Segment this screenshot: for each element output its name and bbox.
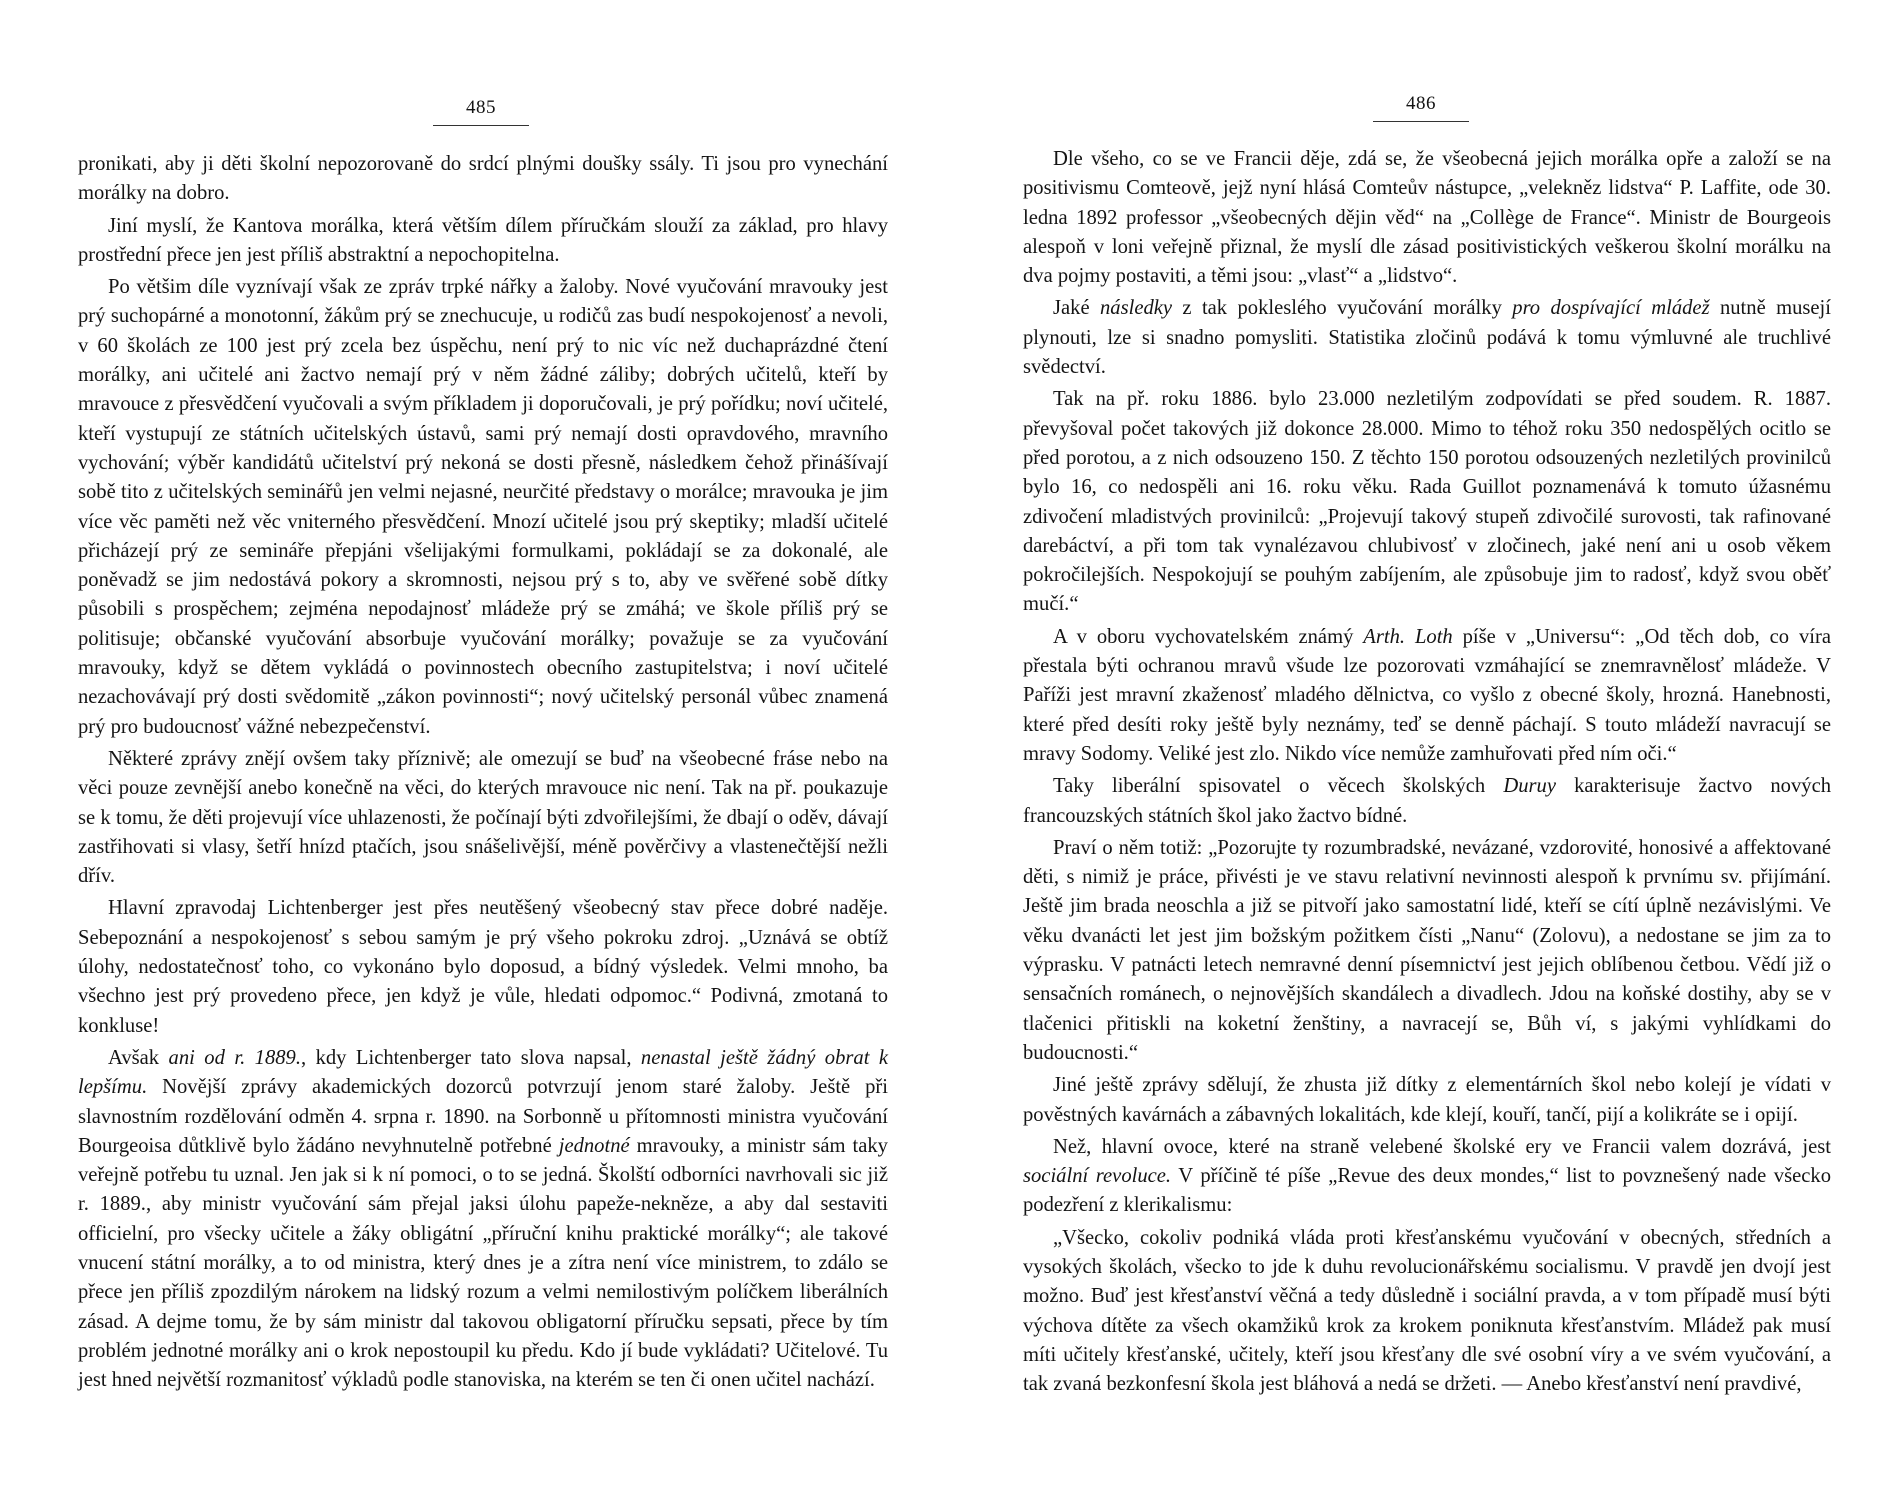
text-run: Než, hlavní ovoce, které na straně velebené školské ery ve Francii valem dozrává, jest — [1053, 1135, 1831, 1158]
text-run: Jiné ještě zprávy sdělují, že zhusta již dítky z elementárních škol nebo kolejí je vídati v pověstných kavárnách a zábavných lokalitách, kde klejí, kouří, tančí, pijí a kolikráte se i opijí. — [1023, 1074, 1831, 1126]
paragraph — [1023, 772, 1831, 831]
page-body — [1023, 145, 1831, 1402]
text-run: Praví o něm totiž: „Pozorujte ty rozumbradské, nevázané, vzdorovité, honosivé a affektované děti, s nimiž je práce, přivésti je ve stavu relativní nevinnosti alespoň k prvnímu sv. přijímání. Ještě jim brada neoschla a již se pitvoří jako samostatní lidé, kteří se cítí úplně nezávislými. Ve věku dvanácti let jest jim božským požitkem čísti „Nanu“ (Zolovu), a nedostane se jim za to výprasku. V patnácti letech nemravné denní písemnictví jest jejich oblíbenou četbou. Vědí již o sensačních románech, o nejnovějších skandálech a divadlech. Jdou na koňské dostihy, aby se v tlačenici přitiskli na koketní ženštiny, a navracejí se, Bůh ví, s jakými vyhlídkami do budoucnosti.“ — [1023, 836, 1831, 1064]
text-run: Tak na př. roku 1886. bylo 23.000 nezletilým zodpovídati se před soudem. R. 1887. převyšoval počet takových již dokonce 28.000. Mimo to téhož roku 350 nedospělých ocitlo se před porotou, a z nich odsouzeno 150. Z těchto 150 porotou odsouzených nezletilých provinilců bylo 16, co nedospěli ani 16. roku věku. Rada Guillot poznamenává k tomuto úžasnému zdivočení mladistvých provinilců: „Projevují takový stupeň zdivočilé surovosti, tak rafinované darebáctví, a při tom tak vynalézavou chlubivosť v zločinech, jaké není ani u osob věkem pokročilejších. Nespokojují se pouhým zabíjením, ale způsobuje jim to radosť, když svou oběť mučí.“ — [1023, 388, 1831, 616]
paragraph — [1023, 145, 1831, 291]
paragraph — [1023, 623, 1831, 769]
text-run: Některé zprávy znějí ovšem taky příznivě; ale omezují se buď na všeobecné fráse nebo na věci pouze zevnější anebo konečně na věci, do kterých mravouce nic není. Tak na př. poukazuje se k tomu, že děti projevují více uhlazenosti, že počínají býti zdvořilejšími, že dbají o oděv, dávají zastřihovati si vlasy, šetří hnízd ptačích, jsou snášelivější, méně pověrčivy a vlastenečtější nežli dřív. — [78, 747, 888, 888]
paragraph — [1023, 294, 1831, 382]
text-run: Dle všeho, co se ve Francii děje, zdá se, že všeobecná jejich morálka opře a založí se na positivismu Comteově, jejž nyní hlásá Comteův nástupce, „velekněz lidstva“ P. Laffite, ode 30. ledna 1892 professor „všeobecných dějin věd“ na „Collège de France“. Ministr de Bourgeois alespoň v loni veřejně přiznal, že myslí dle zásad positivistických veškerou školní morálku na dva pojmy postaviti, a těmi jsou: „vlasť“ a „lidstvo“. — [1023, 148, 1831, 288]
italic-text: Arth. Loth — [1363, 625, 1453, 648]
text-run: Po většim díle vyznívají však ze zpráv trpké nářky a žaloby. Nové vyučování mravouky jest prý suchopárné a monotonní, žákům prý se znechucuje, u rodičů zas budí nespokojenosť a nevoli, v 60 školách ze 100 jest prý zcela bez úspěchu, není prý to nic víc než duchaprázdné čtení morálky, ani učitelé ani žactvo nemají prý v něm žádné záliby; dobrých učitelů, kteří by mravouce z přesvědčení vyučovali a svým příkladem ji doporučovali, je prý pořídku; noví učitelé, kteří vystupují ze státních učitelských ústavů, sami prý nemají dosti opravdového, mravního vychování; výběr kandidátů učitelství prý nekoná se dosti přesně, následkem čehož přinášívají sobě tito z učitelských seminářů jen velmi nejasné, neurčité představy o morálce; mravouka je jim více věc paměti než věc vniterného přesvědčení. Mnozí učitelé jsou prý skeptiky; mladší učitelé přicházejí prý ze semináře přepjáni všelijakými formulkami, pokládají se za dokonalé, ale poněvadž se jim nedostává pokory a skromnosti, nejsou prý s to, aby ve svěřené sobě dítky působili s prospěchem; zejména nepodajnosť mládeže prý se zmáhá; ve škole příliš prý se politisuje; občanské vyučování absorbuje vyučování morálky; považuje se za vyučování mravouky, když se dětem vykládá o povinnostech obecního zastupitelstva; i noví učitelé nezachovávají prý dosti svědomitě „zákon povinnosti“; nový učitelský personál vůbec znamená prý pro budoucnosť vážné nebezpečenství. — [78, 276, 888, 738]
text-run: „Všecko, cokoliv podniká vláda proti křesťanskému vyučování v obecných, středních a vysokých školách, všecko to jde k duhu revolucionářskému socialismu. V pravdě jen dvojí jest možno. Buď jest křesťanství věčná a tedy důsledně i sociální pravda, a v tom případě musí býti výchova dítěte za všech okamžiků krok za krokem poniknuta křesťanstvím. Mládež pak musí míti učitely křesťanské, učitely, kteří jsou křesťany dle své osobní víry a ve svém vyučování, a tak zvaná bezkonfesní škola jest bláhová a nedá se držeti. — Anebo křesťanství není pravdivé, — [1023, 1226, 1831, 1396]
page-number: 485 — [433, 97, 529, 126]
text-run: nutně musejí plynouti, lze si snadno pomysliti. Statistika zločinů podává k tomu výmluvné ale truchlivé svědectví. — [1023, 297, 1832, 379]
paragraph — [78, 212, 888, 271]
text-run: Jaké — [1053, 297, 1100, 320]
paragraph — [1023, 1071, 1831, 1130]
text-run: Novější zprávy akademických dozorců potvrzují jenom staré žaloby. Ještě při slavnostním rozdělování odměn 4. srpna r. 1890. na Sorbonně u přítomnosti ministra vyučování Bourgeoisa důtklivě bylo žádáno nevyhnutelně potřebné — [78, 1076, 888, 1157]
paragraph — [78, 894, 888, 1040]
text-run: píše v „Universu“: „Od těch dob, co víra přestala býti ochranou mravů všude lze pozorovati vzmáhající se znemravnělosť mládeže. V Paříži jest mravní zkaženosť mladého dělnictva, co vyšlo z obecné školy, hrozná. Hanebnosti, které před desíti roky ještě byly neznámy, teď se denně páchají. S touto mládeží navracují se mravy Sodomy. Veliké jest zlo. Nikdo více nemůže zamhuřovati před ním oči.“ — [1023, 625, 1831, 765]
paragraph — [1023, 1224, 1831, 1400]
text-run: Taky liberální spisovatel o věcech školských — [1053, 775, 1504, 798]
italic-text: jednotné — [558, 1134, 630, 1157]
paragraph — [1023, 834, 1831, 1068]
italic-text: pro dospívající mládež — [1512, 297, 1710, 320]
text-run: karakterisuje žactvo nových francouzských státních škol jako žactvo bídné. — [1023, 775, 1832, 827]
paragraph — [78, 150, 888, 209]
page-body — [78, 150, 888, 1398]
italic-text: Duruy — [1503, 775, 1556, 798]
italic-text: následky — [1099, 297, 1173, 320]
italic-text: ani od r. 1889. — [168, 1046, 301, 1069]
text-run: Jiní myslí, že Kantova morálka, která větším dílem příručkám slouží za základ, pro hlavy prostřední přece jen jest příliš abstraktní a nepochopitelna. — [78, 214, 888, 266]
italic-text: sociální revoluce. — [1023, 1165, 1172, 1188]
paragraph — [78, 1044, 888, 1396]
text-run: Hlavní zpravodaj Lichtenberger jest přes neutěšený všeobecný stav přece dobré naděje. Sebepoznání a nespokojenosť s sebou samým je prý všeho pokroku zdroj. „Uznává se obtíž úlohy, nedostatečnosť toho, co vykonáno bylo doposud, a bídný výsledek. Velmi mnoho, ba všechno jest prý provedeno přece, jen když je vůle, hledati odpomoc.“ Podivná, zmotaná to konkluse! — [78, 897, 888, 1037]
text-run: A v oboru vychovatelském známý — [1053, 625, 1364, 648]
text-run: pronikati, aby ji děti školní nepozorovaně do srdcí plnými doušky ssály. Ti jsou pro vynechání morálky na dobro. — [78, 153, 888, 205]
paragraph — [1023, 1133, 1831, 1221]
text-run: mravouky, a ministr sám taky veřejně potřebu tu uznal. Jen jak si k ní pomoci, o to se jedná. Školští odborníci navrhovali sic již r. 1889., aby ministr vyučování sám přejal jaksi úlohu papeže-nekněze, a aby dal sestaviti officielní, pro všecky učitele a žáky obligátní „příruční knihu praktické morálky“; ale takové vnucení státní morálky, a to od ministra, který dnes je a zítra není více ministrem, to zdálo se přece jen příliš zpozdilým nárokem na lidský rozum a velmi nemilostivým políčkem liberálních zásad. A dejme tomu, že by sám ministr dal takovou obligatorní příručku sepsati, přece by tím problém jednotné morálky ani o krok nepostoupil ku předu. Kdo jí bude vykládati? Učitelové. Tu jest hned největší rozmanitosť výkladů podle stanoviska, na kterém se ten či onen učitel nachází. — [78, 1134, 888, 1392]
paragraph — [78, 273, 888, 742]
text-run: z tak pokleslého vyučování morálky — [1172, 297, 1513, 320]
text-run: V příčině té píše „Revue des deux mondes,“ list to povznešený nade všecko podezření z klerikalismu: — [1023, 1165, 1831, 1217]
paragraph — [1023, 385, 1831, 619]
page-number: 486 — [1373, 93, 1469, 122]
text-run: Avšak — [108, 1046, 169, 1069]
paragraph — [78, 745, 888, 891]
text-run: , kdy Lichtenberger tato slova napsal, — [301, 1046, 641, 1069]
italic-text: nenastal ještě žádný obrat k lepšímu. — [78, 1046, 889, 1099]
